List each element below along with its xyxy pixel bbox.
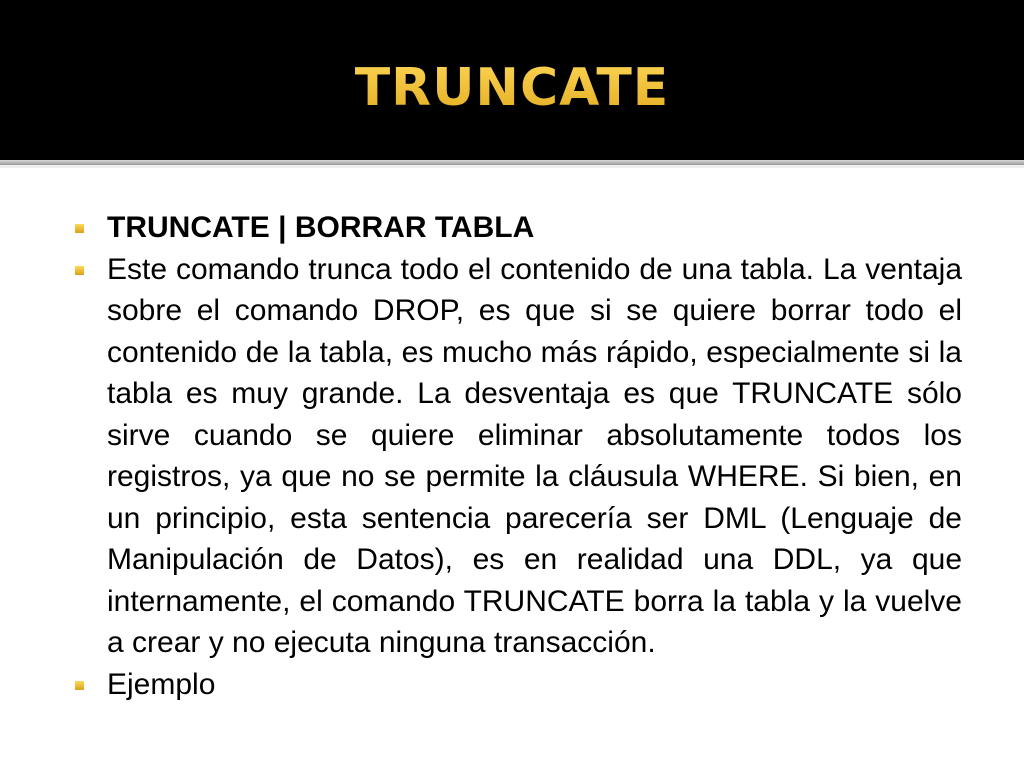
square-bullet-icon	[75, 224, 84, 233]
square-bullet-icon	[75, 681, 84, 690]
bullet-text: TRUNCATE | BORRAR TABLA	[107, 211, 535, 244]
square-bullet-icon	[75, 266, 84, 275]
bullet-item-heading	[72, 207, 962, 249]
bullet-text: Este comando trunca todo el contenido de una tabla. La ventaja sobre el comando DROP, es que si se quiere borrar todo el contenido de la tabla, es mucho más rápido, especialmente si la tabla es muy grande. La desventaja es que TRUNCATE sólo sirve cuando se quiere eliminar absolutamente todos los registros, ya que no se permite la cláusula WHERE. Si bien, en un principio, esta sentencia parecería ser DML (Lenguaje de Manipulación de Datos), es en realidad una DDL, ya que internamente, el comando TRUNCATE borra la tabla y la vuelve a crear y no ejecuta ninguna transacción.	[107, 252, 962, 659]
title-divider-highlight	[0, 165, 1024, 168]
title-band	[0, 0, 1024, 160]
slide-body	[72, 207, 962, 705]
bullet-text: Ejemplo	[107, 667, 216, 701]
bullet-item-description	[72, 249, 962, 664]
slide-title: TRUNCATE	[0, 52, 1024, 124]
bullet-item-example	[72, 664, 962, 706]
